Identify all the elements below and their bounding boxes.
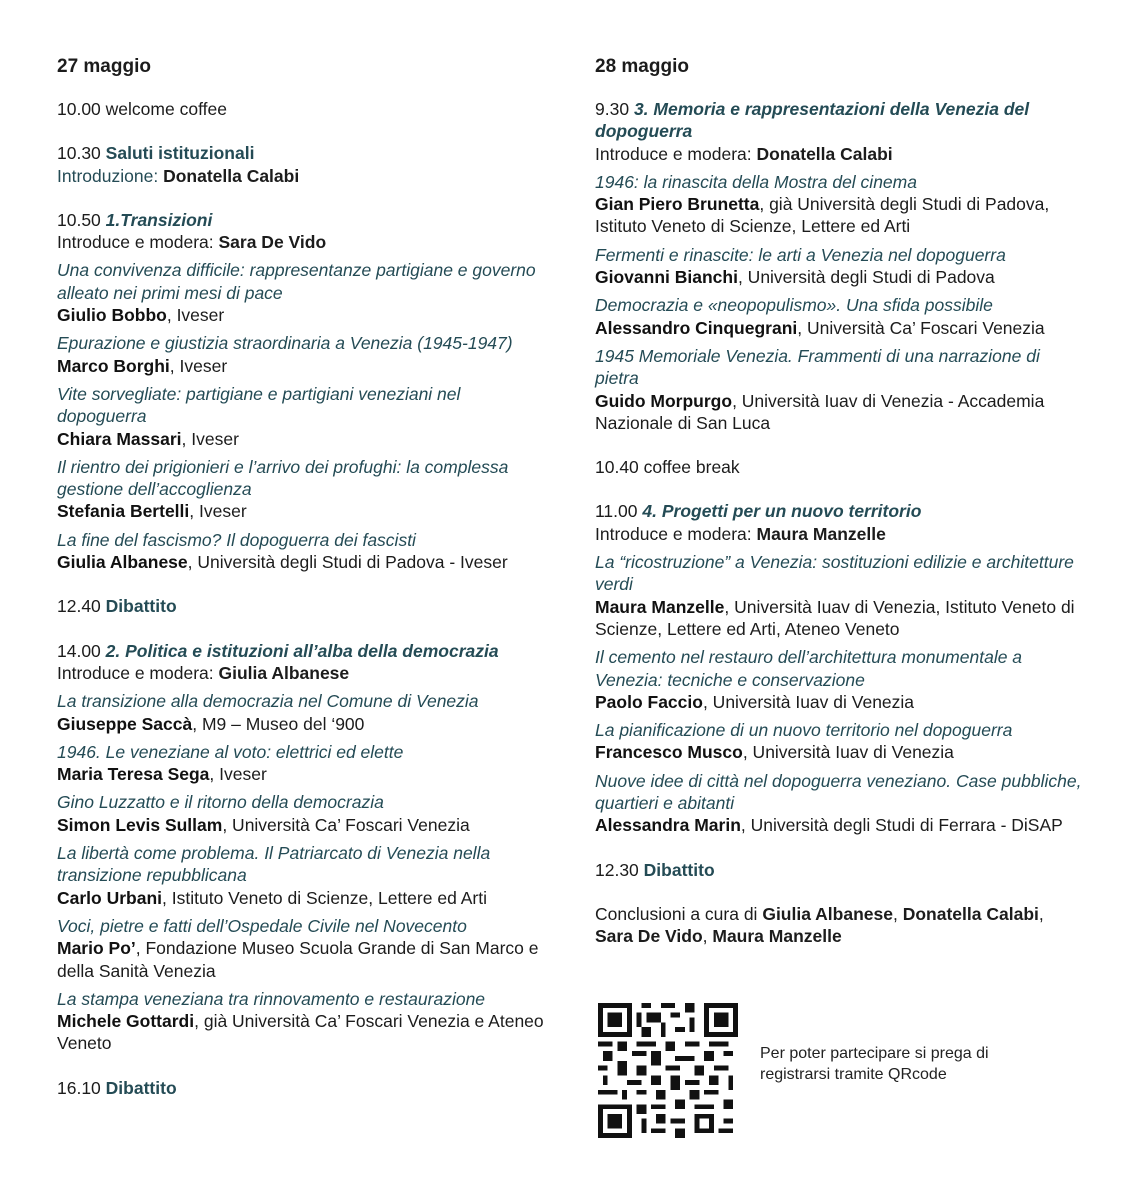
speaker [57, 814, 547, 836]
speaker-affiliation: , Università Iuav di Venezia [702, 691, 915, 712]
speaker-affiliation: , Iveser [169, 355, 228, 376]
moderator-name: Donatella Calabi [756, 143, 893, 164]
speaker-name: Guido Morpurgo [595, 390, 733, 411]
conclusioni: Conclusioni a cura di Giulia Albanese, Donatella Calabi, Sara De Vido, Maura Manzelle [595, 903, 1044, 947]
speaker [57, 937, 547, 982]
speaker-affiliation: , Università Iuav di Venezia, Istituto Veneto di Scienze, Lettere ed Arti, Ateneo Veneto [595, 596, 1075, 639]
talk-title: Nuove idee di città nel dopoguerra veneziano. Case pubbliche, quartieri e abitanti [595, 770, 1082, 814]
talk-title: La transizione alla democrazia nel Comune di Venezia [57, 691, 479, 712]
event-label: Dibattito [105, 596, 177, 617]
speaker-affiliation: , Università Ca’ Foscari Venezia [222, 814, 470, 835]
event-label: Dibattito [105, 1077, 177, 1098]
moderator-label: Introduce e modera: [595, 523, 752, 544]
time: 12.30 [595, 859, 639, 880]
time: 9.30 [595, 99, 630, 119]
talk-title: Democrazia e «neopopulismo». Una sfida possibile [595, 295, 993, 316]
speaker-name: Gian Piero Brunetta [595, 194, 760, 215]
session-title: 2. Politica e istituzioni all’alba della democrazia [105, 640, 499, 661]
talk-title: La stampa veneziana tra rinnovamento e restaurazione [57, 988, 486, 1009]
saluti-block [57, 142, 547, 187]
talk-title: La fine del fascismo? Il dopoguerra dei fascisti [57, 529, 416, 550]
speaker [595, 741, 1085, 763]
speaker-affiliation: , Fondazione Museo Scuola Grande di San Marco e della Sanità Venezia [57, 938, 539, 981]
talk-title: 1946. Le veneziane al voto: elettrici ed elette [57, 741, 404, 762]
day2-title: 28 maggio [595, 56, 689, 77]
speaker-name: Marco Borghi [57, 355, 170, 376]
moderator-name: Maura Manzelle [756, 523, 886, 544]
speaker-name: Giulia Albanese [57, 552, 188, 573]
speaker [57, 304, 547, 326]
speaker-affiliation: , Università degli Studi di Padova [737, 267, 995, 288]
speaker-name: Paolo Faccio [595, 691, 703, 712]
speaker-name: Maura Manzelle [595, 596, 725, 617]
moderator-label: Introduce e modera: [57, 662, 214, 683]
conclusioni-name: Giulia Albanese [762, 903, 893, 924]
talk-title: La libertà come problema. Il Patriarcato di Venezia nella transizione repubblicana [57, 843, 491, 886]
conclusioni-name: Maura Manzelle [712, 926, 842, 947]
speaker-affiliation: , Università Ca’ Foscari Venezia [797, 317, 1045, 338]
speaker-affiliation: , Università Iuav di Venezia [742, 742, 954, 763]
intro-name: Donatella Calabi [163, 165, 300, 186]
speaker-name: Simon Levis Sullam [57, 814, 223, 835]
speaker-name: Giovanni Bianchi [595, 267, 738, 288]
conclusioni-name: Donatella Calabi [902, 903, 1039, 924]
speaker [57, 763, 547, 785]
session-3 [595, 98, 1085, 434]
speaker-affiliation: , Istituto Veneto di Scienze, Lettere ed Arti [162, 887, 487, 908]
speaker-name: Carlo Urbani [57, 887, 163, 908]
speaker [57, 713, 547, 735]
moderator-name: Sara De Vido [218, 232, 327, 253]
speaker [595, 390, 1085, 435]
speaker-affiliation: , M9 – Museo del ‘900 [192, 713, 365, 734]
time: 16.10 [57, 1077, 101, 1098]
speaker [57, 500, 547, 522]
speaker [57, 887, 547, 909]
speaker-affiliation: , Università degli Studi di Ferrara - DiSAP [740, 815, 1063, 836]
speaker-name: Alessandra Marin [595, 815, 741, 836]
talk-title: La “ricostruzione” a Venezia: sostituzioni edilizie e architetture verdi [595, 552, 1074, 595]
event-label: welcome coffee [105, 99, 227, 119]
speaker [595, 193, 1085, 238]
speaker-name: Mario Po’ [57, 938, 136, 959]
speaker [57, 551, 547, 573]
day1-title: 27 maggio [57, 56, 151, 77]
talk-title: 1946: la rinascita della Mostra del cinema [595, 171, 917, 192]
dibattito-2 [57, 1077, 547, 1099]
talk-title: Vite sorvegliate: partigiane e partigiani veneziani nel dopoguerra [57, 383, 461, 427]
time: 12.40 [57, 596, 101, 617]
time: 10.50 [57, 209, 101, 230]
speaker-affiliation: , Iveser [166, 305, 225, 326]
speaker [595, 814, 1085, 836]
conclusioni-name: Sara De Vido [595, 926, 703, 947]
speaker [595, 596, 1085, 641]
speaker-name: Maria Teresa Sega [57, 764, 210, 785]
speaker [595, 691, 1085, 713]
day1-column [57, 55, 547, 1121]
event-label: Dibattito [643, 859, 715, 880]
talk-title: Epurazione e giustizia straordinaria a Venezia (1945-1947) [57, 333, 513, 354]
welcome-coffee [57, 98, 547, 120]
speaker [57, 428, 547, 450]
talk-title: Il rientro dei prigionieri e l’arrivo dei profughi: la complessa gestione dell’accoglienza [57, 456, 509, 500]
speaker-name: Giulio Bobbo [57, 305, 167, 326]
speaker-name: Francesco Musco [595, 742, 743, 763]
speaker [57, 355, 547, 377]
speaker-affiliation: , già Università Ca’ Foscari Venezia e Ateneo Veneto [57, 1011, 544, 1054]
talk-title: 1945 Memoriale Venezia. Frammenti di una narrazione di pietra [595, 345, 1040, 389]
intro-label: Introduzione: [57, 165, 159, 186]
qr-code-icon[interactable] [598, 1003, 738, 1138]
talk-title: Una convivenza difficile: rappresentanze partigiane e governo alleato nei primi mesi di pace [57, 260, 536, 303]
moderator-label: Introduce e modera: [595, 143, 752, 164]
event-label: coffee break [643, 457, 740, 478]
speaker-name: Michele Gottardi [57, 1011, 195, 1032]
day2-column [595, 55, 1085, 970]
talk-title: Il cemento nel restauro dell’architettura monumentale a Venezia: tecniche e conservazione [595, 647, 1023, 690]
speaker-affiliation: , già Università degli Studi di Padova, Istituto Veneto di Scienze, Lettere ed Arti [595, 194, 1050, 237]
session-1 [57, 209, 547, 573]
speaker-affiliation: , Iveser [209, 764, 267, 785]
speaker-name: Giuseppe Saccà [57, 713, 193, 734]
speaker [595, 266, 1085, 288]
speaker-name: Stefania Bertelli [57, 501, 190, 522]
time: 10.00 [57, 99, 101, 119]
speaker-affiliation: , Iveser [181, 428, 239, 449]
speaker [57, 1010, 547, 1055]
dibattito-1 [57, 595, 547, 617]
talk-title: La pianificazione di un nuovo territorio nel dopoguerra [595, 720, 1013, 741]
time: 14.00 [57, 640, 101, 661]
speaker-name: Chiara Massari [57, 428, 182, 449]
moderator-label: Introduce e modera: [57, 232, 214, 253]
time: 10.30 [57, 143, 101, 164]
talk-title: Voci, pietre e fatti dell’Ospedale Civile nel Novecento [57, 915, 467, 936]
moderator-name: Giulia Albanese [218, 662, 350, 683]
session-title: 1.Transizioni [105, 209, 213, 230]
speaker-name: Alessandro Cinquegrani [595, 317, 798, 338]
session-title: 4. Progetti per un nuovo territorio [642, 501, 922, 522]
event-label: Saluti istituzionali [105, 143, 255, 164]
speaker-affiliation: , Università degli Studi di Padova - Iveser [187, 552, 508, 573]
session-4 [595, 500, 1085, 836]
session-2 [57, 640, 547, 1055]
conclusioni-label: Conclusioni a cura di [595, 903, 758, 924]
time: 10.40 [595, 457, 639, 478]
session-title: 3. Memoria e rappresentazioni della Venezia del dopoguerra [595, 99, 1030, 142]
speaker-affiliation: , Iveser [189, 501, 247, 522]
speaker [595, 317, 1085, 339]
talk-title: Gino Luzzatto e il ritorno della democrazia [57, 792, 384, 813]
speaker-affiliation: , Università Iuav di Venezia - Accademia Nazionale di San Luca [595, 390, 1045, 433]
talk-title: Fermenti e rinascite: le arti a Venezia nel dopoguerra [595, 244, 1006, 265]
time: 11.00 [595, 501, 638, 522]
coffee-break [595, 456, 1085, 478]
registration-note: Per poter partecipare si prega di registrarsi tramite QRcode [760, 1045, 989, 1083]
dibattito-3 [595, 859, 1085, 881]
